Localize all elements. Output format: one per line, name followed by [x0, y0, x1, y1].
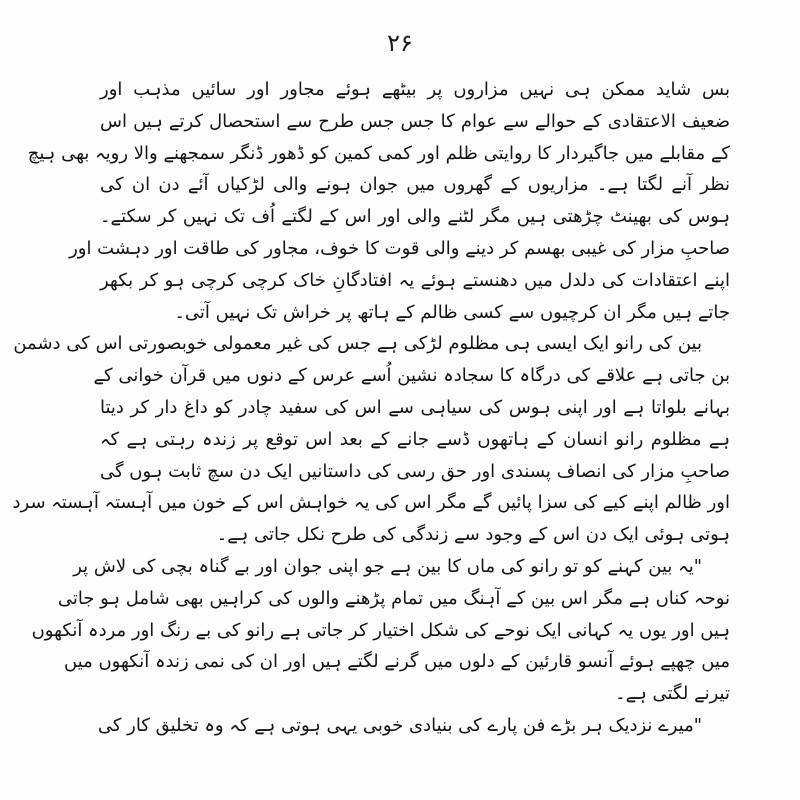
text-line: بہانے بلواتا ہے اور اپنی ہوس کی سیاہی سے اس کی سفید چادر کو داغ دار کر دیتا — [100, 396, 730, 418]
text-line: ضعیف الاعتقادی کے حوالے سے عوام کا جس جس طرح سے استحصال کرتے ہیں اس — [100, 110, 730, 132]
text-line: نظر آنے لگتا ہے۔ مزاریوں کے گھروں میں جوان ہونے والی لڑکیاں آئے دن ان کی — [100, 174, 730, 196]
text-line: "میرے نزدیک ہر بڑے فن پارے کی بنیادی خوبی یہی ہوتی ہے کہ وہ تخلیق کار کی — [97, 714, 702, 736]
text-line: اپنے اعتقادات کی دلدل میں دھنستے ہوئے یہ افتادگانِ خاک کرچی کرچی ہو کر بکھر — [100, 269, 730, 291]
text-line: میں چھپے ہوئے آنسو قارئین کے دلوں میں گرنے لگتے ہیں اور ان کی نمی زندہ آنکھوں میں — [63, 651, 730, 673]
text-line: کے مقابلے میں جاگیردار کا روایتی ظلم اور کمی کمین کو ڈھور ڈنگر سمجھنے والا رویہ بھی ہیچ — [27, 142, 730, 164]
text-line: اور ظالم اپنے کیے کی سزا پائیں گے مگر اس کی یہ خواہش اس کے خون میں آہستہ آہستہ سرد — [12, 492, 730, 514]
text-line: بن جاتی ہے علاقے کی درگاہ کا سجادہ نشین اُسے عرس کے دنوں میں قرآن خوانی کے — [93, 365, 730, 387]
page-number: ۲۶ — [387, 29, 413, 57]
text-line: ہیں اور یوں یہ کہانی ایک نوحے کی شکل اختیار کر جاتی ہے رانو کی بے رنگ اور مردہ آنکھوں — [31, 619, 730, 641]
text-line: بس شاید ممکن ہی نہیں مزاروں پر بیٹھے ہوئے مجاور اور سائیں مذہب اور — [100, 79, 730, 100]
text-line: ہوس کی بھینٹ چڑھتی ہیں مگر لٹنے والی اور اس کے لگتے اُف تک نہیں کر سکتے۔ — [100, 206, 730, 228]
text-line: نوحہ کناں ہے مگر اس بین کے آہنگ میں تمام پڑھنے والوں کی کراہیں بھی شامل ہو جاتی — [57, 587, 730, 609]
text-line: تیرنے لگتی ہے۔ — [615, 683, 730, 705]
text-line: صاحبِ مزار کی انصاف پسندی اور حق رسی کی داستانیں ایک دن سچ ثابت ہوں گی — [100, 460, 730, 482]
text-line: بین کی رانو ایک ایسی ہی مظلوم لڑکی ہے جس کی غیر معمولی خوبصورتی اس کی دشمن — [13, 333, 702, 355]
text-line: ہوتی ہوئی ایک دن اس کے وجود سے زندگی کی طرح نکل جاتی ہے۔ — [216, 524, 730, 546]
text-line: جاتے ہیں مگر ان کرچیوں سے کسی ظالم کے ہاتھ پر خراش تک نہیں آتی۔ — [174, 301, 730, 323]
text-line: صاحبِ مزار کی غیبی بھسم کر دینے والی قوت کا خوف، مجاور کی طاقت اور دہشت اور — [69, 237, 730, 259]
text-line: "یہ بین کہنے کو تو رانو کی ماں کا بین ہے جو اپنی جوان اور بے گناہ بچی کی لاش پر — [73, 555, 702, 577]
page-body-text — [12, 74, 730, 742]
text-line: ہے مظلوم رانو انسان کے ہاتھوں ڈسے جانے کے بعد اس توقع پر زندہ رہتی ہے کہ — [100, 428, 730, 450]
